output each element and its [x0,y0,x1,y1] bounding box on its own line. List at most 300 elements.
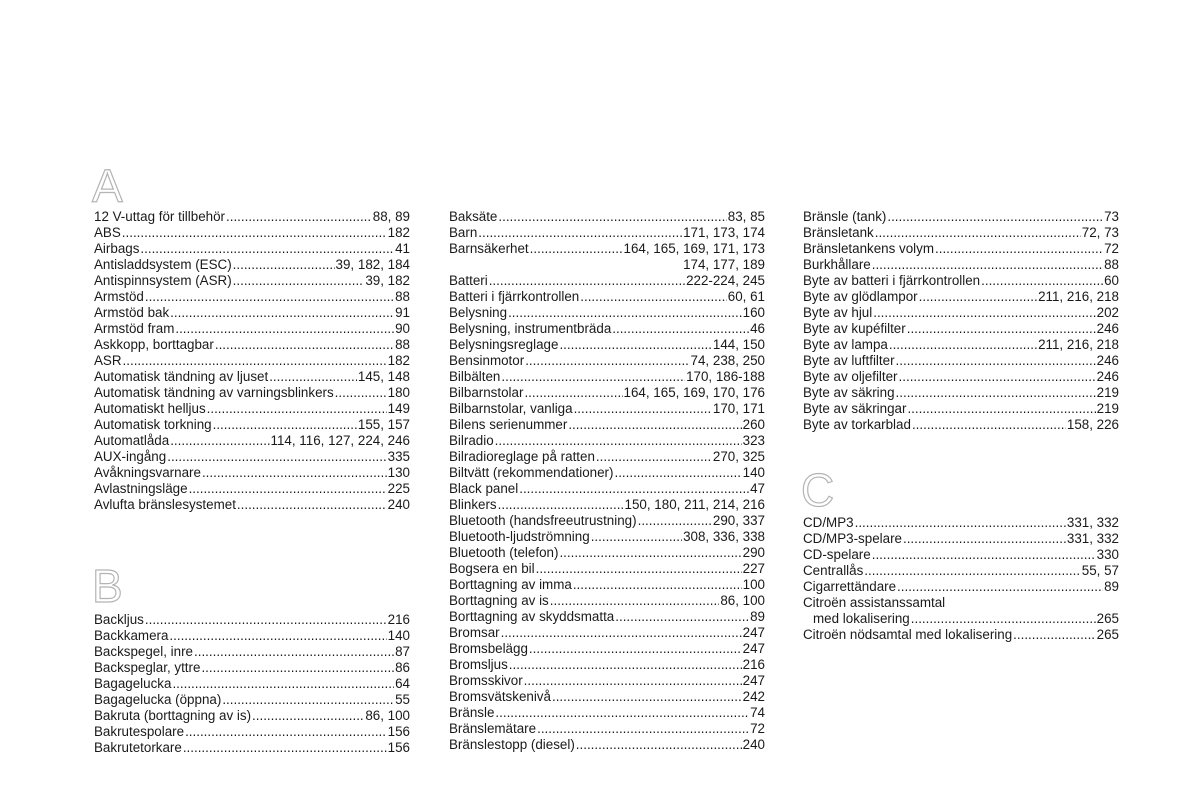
index-entry [803,563,1119,579]
entry-term: Antispinnsystem (ASR) [94,273,232,288]
entry-pages: 55, 57 [1081,563,1119,578]
entry-term: Citroën assistanssamtal [803,595,946,610]
index-entry [803,547,1119,563]
entry-pages: 156 [387,740,410,755]
dot-leader [501,369,685,385]
entry-term: Bränslemätare [449,721,537,736]
dot-leader [269,369,357,385]
index-entry [803,241,1119,257]
index-entry [803,385,1119,401]
dot-leader [550,593,720,609]
entry-term: Bromsar [449,625,500,640]
dot-leader [552,689,742,705]
index-entry [449,401,765,417]
entry-term: Byte av batteri i fjärrkontrollen [803,273,981,288]
index-entry [94,257,410,273]
dot-leader [183,740,387,756]
dot-leader [509,657,742,673]
index-entry [803,595,1119,611]
entry-term: Byte av kupéfilter [803,321,906,336]
dot-leader [872,257,1103,273]
index-entry [94,708,410,724]
entry-pages: 182 [387,353,410,368]
entry-pages: 164, 165, 169, 171, 173 [623,241,765,256]
entry-term: Backkamera [94,628,169,643]
index-entry [94,433,410,449]
entry-term: Centrallås [803,563,864,578]
entry-term: Automatisk tändning av ljuset [94,369,269,384]
section-a-entries [94,209,410,513]
entry-term: Antisladdsystem (ESC) [94,257,232,272]
dot-leader [123,353,387,369]
dot-leader [495,433,742,449]
entry-pages: 170, 186-188 [686,369,765,384]
entry-pages: 72 [750,721,765,736]
entry-pages: 246 [1096,353,1119,368]
dot-leader [596,449,712,465]
dot-leader [215,337,394,353]
dot-leader [233,257,335,273]
dot-leader [519,481,749,497]
entry-term: med lokalisering [813,611,910,626]
entry-term: Bilens serienummer [449,417,568,432]
entry-term: Avlastningsläge [94,481,188,496]
entry-pages: 86, 100 [365,708,410,723]
index-entry [94,497,410,513]
entry-pages: 91 [395,305,410,320]
dot-leader [889,337,1037,353]
index-entry [449,657,765,673]
dot-leader [524,385,622,401]
dot-leader [896,385,1096,401]
index-entry [803,611,1119,627]
dot-leader [501,625,742,641]
entry-pages: 158, 226 [1066,417,1119,432]
entry-term: Armstöd fram [94,321,175,336]
index-entry [449,673,765,689]
entry-pages: 247 [742,673,765,688]
entry-pages: 331, 332 [1066,531,1119,546]
entry-term: Bakruta (borttagning av is) [94,708,252,723]
section-b-continued-2-entries [803,209,1119,433]
dot-leader [252,708,364,724]
index-entry [449,353,765,369]
entry-term: ABS [94,225,121,240]
entry-term: Byte av glödlampor [803,289,918,304]
entry-term: Bilbälten [449,369,501,384]
dot-leader [981,273,1103,289]
entry-pages: 89 [750,609,765,624]
entry-term: Bilbarnstolar, vanliga [449,401,573,416]
entry-pages: 330 [1096,547,1119,562]
entry-pages: 100 [742,577,765,592]
entry-term: Barn [449,225,478,240]
entry-pages: 246 [1096,369,1119,384]
entry-pages: 156 [387,724,410,739]
dot-leader [612,321,749,337]
index-entry [94,692,410,708]
dot-leader [615,609,749,625]
dot-leader [478,225,682,241]
index-entry [803,321,1119,337]
entry-term: Bluetooth (telefon) [449,545,559,560]
index-entry [803,289,1119,305]
entry-pages: 90 [395,321,410,336]
entry-term: Batteri [449,273,488,288]
entry-term: Citroën nödsamtal med lokalisering [803,627,1013,642]
index-entry [94,417,410,433]
index-entry [803,209,1119,225]
entry-term: Bakrutetorkare [94,740,182,755]
entry-pages: 88 [1104,257,1119,272]
index-entry [449,721,765,737]
dot-leader [167,449,386,465]
entry-term: Bränsletank [803,225,874,240]
entry-pages: 87 [395,644,410,659]
dot-leader [237,497,387,513]
entry-term: Bromsskivor [449,673,523,688]
entry-pages: 225 [387,481,410,496]
entry-pages: 265 [1096,611,1119,626]
entry-term: Bilradio [449,433,494,448]
entry-pages: 114, 116, 127, 224, 246 [270,433,410,448]
dot-leader [896,353,1096,369]
dot-leader [525,353,689,369]
entry-term: Avlufta bränslesystemet [94,497,236,512]
index-entry [94,644,410,660]
entry-pages: 219 [1096,401,1119,416]
entry-term: Bagagelucka [94,676,172,691]
entry-term: Belysningsreglage [449,337,559,352]
index-entry [449,481,765,497]
index-entry [94,225,410,241]
index-entry [94,612,410,628]
index-entry [449,561,765,577]
entry-pages: 182 [387,225,410,240]
entry-term: Biltvätt (rekommendationer) [449,465,614,480]
entry-term: Byte av torkarblad [803,417,911,432]
entry-pages: 130 [387,465,410,480]
entry-pages: 39, 182 [365,273,410,288]
dot-leader [872,547,1096,563]
dot-leader [213,417,357,433]
dot-leader [912,417,1066,433]
entry-term: Byte av oljefilter [803,369,898,384]
dot-leader [489,273,685,289]
dot-leader [524,673,742,689]
entry-pages: 247 [742,641,765,656]
dot-leader [335,385,387,401]
dot-leader [576,737,742,753]
entry-pages: 41 [395,241,410,256]
entry-pages: 260 [742,417,765,432]
dot-leader [559,545,741,561]
entry-pages: 160 [742,305,765,320]
index-entry [94,321,410,337]
entry-pages: 74, 238, 250 [690,353,765,368]
dot-leader [899,369,1096,385]
entry-term: Backljus [94,612,144,627]
dot-leader [172,676,394,692]
entry-term: 12 V-uttag för tillbehör [94,209,226,224]
dot-leader [207,401,387,417]
section-b-continued-entries [449,209,765,753]
index-entry [803,515,1119,531]
index-entry [803,579,1119,595]
dot-leader [614,465,741,481]
entry-pages: 86, 100 [720,593,765,608]
entry-term: Automatisk tändning av varningsblinkers [94,385,334,400]
index-entry [449,497,765,513]
entry-pages: 83, 85 [727,209,765,224]
entry-pages: 145, 148 [357,369,410,384]
dot-leader [875,225,1081,241]
entry-term: Batteri i fjärrkontrollen [449,289,580,304]
dot-leader [233,273,365,289]
index-entry [803,353,1119,369]
entry-pages: 290 [742,545,765,560]
index-entry [94,305,410,321]
entry-pages: 247 [742,625,765,640]
entry-term: Automatiskt helljus [94,401,206,416]
entry-term: Bromsljus [449,657,508,672]
index-entry [94,676,410,692]
index-entry [94,740,410,756]
entry-pages: 265 [1096,627,1119,642]
index-entry [449,417,765,433]
dot-leader [1013,627,1096,643]
entry-pages: 46 [750,321,765,336]
entry-term: CD-spelare [803,547,871,562]
dot-leader [903,531,1066,547]
entry-pages: 290, 337 [712,513,765,528]
entry-pages: 323 [742,433,765,448]
entry-term: Armstöd bak [94,305,170,320]
dot-leader [536,561,742,577]
index-entry [94,465,410,481]
index-entry [449,705,765,721]
index-entry [449,545,765,561]
entry-term: Airbags [94,241,140,256]
index-entry [94,353,410,369]
dot-leader [864,563,1080,579]
index-entry [94,449,410,465]
dot-leader [194,644,394,660]
entry-pages: 72, 73 [1081,225,1119,240]
index-entry [803,417,1119,433]
entry-pages: 240 [742,737,765,752]
entry-term: Bilradioreglage på ratten [449,449,595,464]
dot-leader [591,529,682,545]
entry-term: Bogsera en bil [449,561,535,576]
entry-term: Belysning, instrumentbräda [449,321,612,336]
entry-pages: 246 [1096,321,1119,336]
index-entry [94,724,410,740]
dot-leader [638,513,712,529]
entry-pages: 60, 61 [727,289,765,304]
entry-pages: 140 [387,628,410,643]
section-c-entries [803,515,1119,643]
entry-pages: 60 [1104,273,1119,288]
index-entry [449,577,765,593]
dot-leader [140,241,394,257]
entry-pages: 64 [395,676,410,691]
dot-leader [495,705,749,721]
entry-term: Bränsle (tank) [803,209,887,224]
dot-leader [559,337,711,353]
entry-term: Byte av luftfilter [803,353,895,368]
dot-leader [226,209,372,225]
entry-term: Bromsvätskenivå [449,689,551,704]
section-letter-b: B [92,560,123,612]
entry-term: Byte av hjul [803,305,873,320]
entry-term: Bränsletankens volym [803,241,934,256]
index-entry [449,337,765,353]
entry-pages: 140 [742,465,765,480]
entry-pages: 73 [1104,209,1119,224]
entry-pages: 55 [395,692,410,707]
entry-term: AUX-ingång [94,449,167,464]
dot-leader [530,241,623,257]
entry-pages: 216 [742,657,765,672]
entry-term: Cigarrettändare [803,579,897,594]
index-entry [449,737,765,753]
entry-pages: 150, 180, 211, 214, 216 [624,497,765,512]
index-entry [449,385,765,401]
section-letter-a: A [92,160,123,212]
entry-pages: 227 [742,561,765,576]
dot-leader [201,660,394,676]
entry-pages: 219 [1096,385,1119,400]
entry-pages: 164, 165, 169, 170, 176 [623,385,765,400]
index-entry [449,273,765,289]
index-entry [94,385,410,401]
index-entry [449,593,765,609]
index-entry [449,465,765,481]
index-entry [449,209,765,225]
dot-leader [855,515,1066,531]
entry-pages: 171, 173, 174 [683,225,765,240]
index-entry [449,225,765,241]
entry-term: Borttagning av imma [449,577,572,592]
index-entry [94,628,410,644]
index-entry [803,337,1119,353]
section-letter-c: C [801,464,835,516]
index-entry [449,433,765,449]
entry-pages: 270, 325 [712,449,765,464]
index-entry [94,481,410,497]
dot-leader [907,401,1095,417]
entry-term: Bluetooth-ljudströmning [449,529,590,544]
entry-pages: 335 [387,449,410,464]
dot-leader [573,577,742,593]
entry-pages: 86 [395,660,410,675]
entry-term: Bluetooth (handsfreeutrustning) [449,513,637,528]
index-entry [449,609,765,625]
entry-pages: 170, 171 [712,401,765,416]
entry-term: Belysning [449,305,508,320]
dot-leader [568,417,741,433]
index-entry [449,305,765,321]
entry-term: Blinkers [449,497,497,512]
index-entry [449,449,765,465]
entry-term: Automatisk torkning [94,417,212,432]
entry-pages: 174, 177, 189 [683,257,765,272]
entry-pages: 202 [1096,305,1119,320]
dot-leader [887,209,1103,225]
entry-pages: 216 [387,612,410,627]
index-entry [449,321,765,337]
dot-leader [508,305,742,321]
entry-term: Askkopp, borttagbar [94,337,214,352]
dot-leader [919,289,1037,305]
dot-leader [175,321,394,337]
index-entry [94,289,410,305]
dot-leader [498,209,726,225]
entry-pages: 149 [387,401,410,416]
dot-leader [189,481,387,497]
entry-term: Automatlåda [94,433,170,448]
entry-term: ASR [94,353,122,368]
entry-term: Backspeglar, yttre [94,660,201,675]
dot-leader [170,433,269,449]
entry-term: Bakrutespolare [94,724,185,739]
index-entry [94,241,410,257]
entry-pages: 211, 216, 218 [1038,289,1119,304]
entry-pages: 242 [742,689,765,704]
dot-leader [169,628,386,644]
entry-term: Burkhållare [803,257,871,272]
entry-pages: 89 [1104,579,1119,594]
entry-term: Barnsäkerhet [449,241,529,256]
entry-term: Byte av säkring [803,385,895,400]
index-entry [449,641,765,657]
index-entry [94,273,410,289]
index-entry [94,209,410,225]
index-entry [803,273,1119,289]
dot-leader [185,724,387,740]
entry-pages: 222-224, 245 [686,273,765,288]
entry-term: Armstöd [94,289,144,304]
dot-leader [170,305,394,321]
entry-term: Avåkningsvarnare [94,465,201,480]
dot-leader [935,241,1103,257]
entry-pages: 155, 157 [357,417,410,432]
entry-term: Byte av säkringar [803,401,907,416]
entry-term: Bromsbelägg [449,641,528,656]
dot-leader [222,692,394,708]
index-entry [94,369,410,385]
entry-pages: 39, 182, 184 [335,257,410,272]
entry-term: Bränsle [449,705,495,720]
entry-pages: 72 [1104,241,1119,256]
entry-term: Borttagning av is [449,593,549,608]
index-entry [449,289,765,305]
index-entry [94,337,410,353]
entry-pages: 211, 216, 218 [1038,337,1119,352]
entry-term: Bilbarnstolar [449,385,524,400]
dot-leader [907,321,1096,337]
entry-term: Bensinmotor [449,353,525,368]
index-entry [449,241,765,257]
dot-leader [122,225,387,241]
index-entry [803,531,1119,547]
entry-pages: 88 [395,289,410,304]
dot-leader [580,289,727,305]
index-entry [803,225,1119,241]
dot-leader [873,305,1095,321]
entry-term: Backspegel, inre [94,644,193,659]
